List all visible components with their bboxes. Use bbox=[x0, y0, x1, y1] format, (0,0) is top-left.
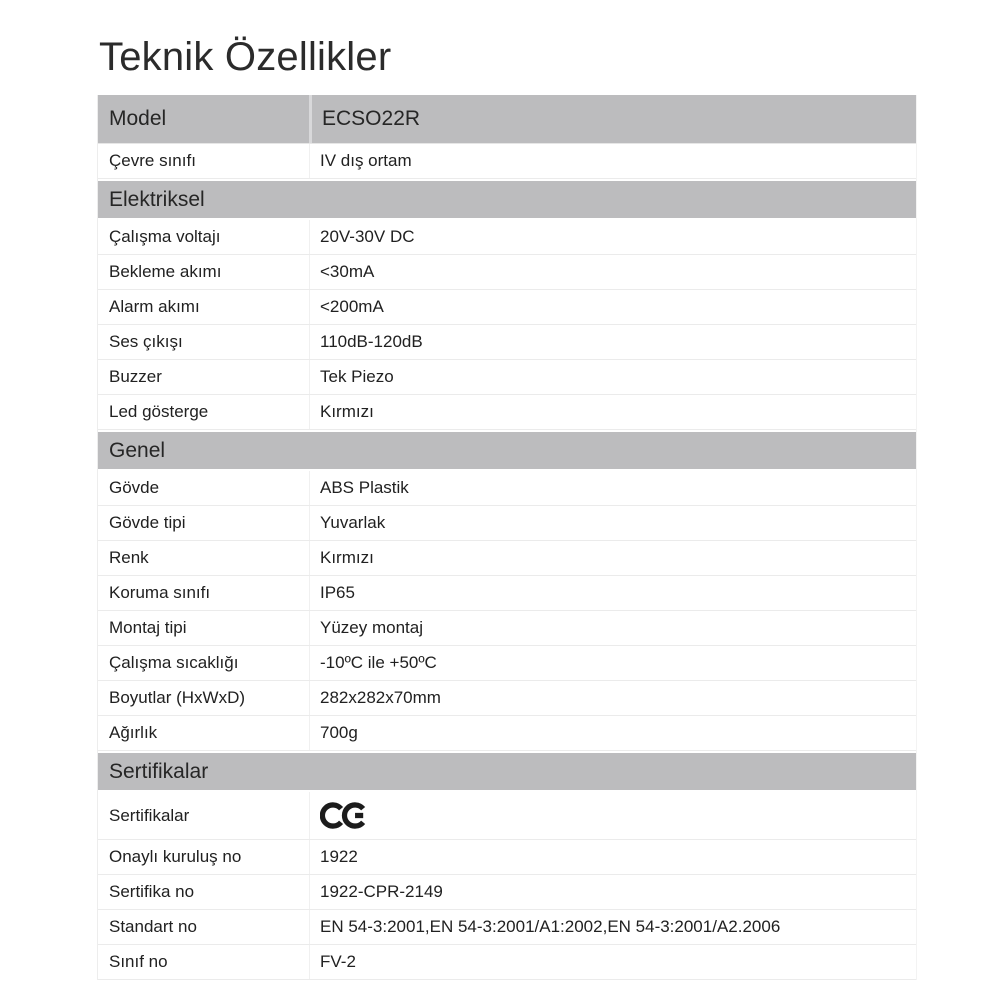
spec-row bbox=[98, 681, 916, 716]
spec-label: Ağırlık bbox=[109, 723, 158, 742]
spec-label: Onaylı kuruluş no bbox=[109, 847, 242, 866]
spec-row bbox=[98, 506, 916, 541]
spec-row bbox=[98, 360, 916, 395]
spec-value: FV-2 bbox=[309, 945, 916, 979]
spec-label: Boyutlar (HxWxD) bbox=[109, 688, 246, 707]
spec-label: Sertifikalar bbox=[109, 805, 190, 825]
spec-row bbox=[98, 541, 916, 576]
section-header-sertifikalar bbox=[98, 751, 916, 792]
spec-label: Sertifika no bbox=[109, 882, 195, 901]
section-title: Genel bbox=[109, 438, 166, 462]
spec-label: Standart no bbox=[109, 917, 197, 936]
spec-value: -10ºC ile +50ºC bbox=[309, 646, 916, 680]
page-title: Teknik Özellikler bbox=[99, 34, 392, 79]
spec-row bbox=[98, 840, 916, 875]
table-header-row bbox=[98, 95, 916, 144]
spec-value: ABS Plastik bbox=[309, 471, 916, 505]
section-header-elektriksel bbox=[98, 179, 916, 220]
spec-value bbox=[309, 792, 916, 839]
spec-label: Bekleme akımı bbox=[109, 262, 222, 281]
spec-value: IV dış ortam bbox=[309, 144, 916, 178]
spec-value: Yüzey montaj bbox=[309, 611, 916, 645]
spec-label: Alarm akımı bbox=[109, 297, 200, 316]
section-title: Elektriksel bbox=[109, 187, 205, 211]
spec-row bbox=[98, 255, 916, 290]
section-title: Sertifikalar bbox=[109, 759, 209, 783]
spec-value: <200mA bbox=[309, 290, 916, 324]
spec-value: Yuvarlak bbox=[309, 506, 916, 540]
spec-row bbox=[98, 611, 916, 646]
spec-label: Çalışma voltajı bbox=[109, 227, 221, 246]
spec-value: 700g bbox=[309, 716, 916, 750]
spec-label: Çevre sınıfı bbox=[109, 151, 196, 170]
spec-value: 110dB-120dB bbox=[309, 325, 916, 359]
spec-row bbox=[98, 646, 916, 681]
spec-row bbox=[98, 875, 916, 910]
spec-label: Montaj tipi bbox=[109, 618, 187, 637]
spec-row bbox=[98, 716, 916, 751]
spec-label: Gövde tipi bbox=[109, 513, 186, 532]
spec-label: Çalışma sıcaklığı bbox=[109, 653, 239, 672]
spec-label: Koruma sınıfı bbox=[109, 583, 211, 602]
spec-label: Gövde bbox=[109, 478, 160, 497]
spec-value: IP65 bbox=[309, 576, 916, 610]
spec-label: Led gösterge bbox=[109, 402, 209, 421]
spec-value: 20V-30V DC bbox=[309, 220, 916, 254]
spec-label: Buzzer bbox=[109, 367, 162, 386]
spec-row bbox=[98, 290, 916, 325]
spec-label: Model bbox=[109, 107, 167, 130]
spec-row bbox=[98, 945, 916, 980]
spec-value: 1922-CPR-2149 bbox=[309, 875, 916, 909]
spec-row bbox=[98, 144, 916, 179]
spec-label: Sınıf no bbox=[109, 952, 168, 971]
spec-value: Kırmızı bbox=[309, 395, 916, 429]
spec-row bbox=[98, 325, 916, 360]
spec-row bbox=[98, 395, 916, 430]
spec-label: Ses çıkışı bbox=[109, 332, 183, 351]
spec-value: EN 54-3:2001,EN 54-3:2001/A1:2002,EN 54-3:2001/A2.2006 bbox=[309, 910, 916, 944]
spec-value: ECSO22R bbox=[309, 95, 916, 143]
ce-mark-icon bbox=[320, 801, 368, 830]
spec-value: <30mA bbox=[309, 255, 916, 289]
spec-row bbox=[98, 220, 916, 255]
spec-row-certificates bbox=[98, 792, 916, 840]
spec-value: 1922 bbox=[309, 840, 916, 874]
section-header-genel bbox=[98, 430, 916, 471]
spec-row bbox=[98, 471, 916, 506]
spec-value: Tek Piezo bbox=[309, 360, 916, 394]
spec-label: Renk bbox=[109, 548, 149, 567]
spec-table bbox=[97, 95, 917, 980]
spec-value: Kırmızı bbox=[309, 541, 916, 575]
spec-value: 282x282x70mm bbox=[309, 681, 916, 715]
spec-row bbox=[98, 910, 916, 945]
spec-row bbox=[98, 576, 916, 611]
